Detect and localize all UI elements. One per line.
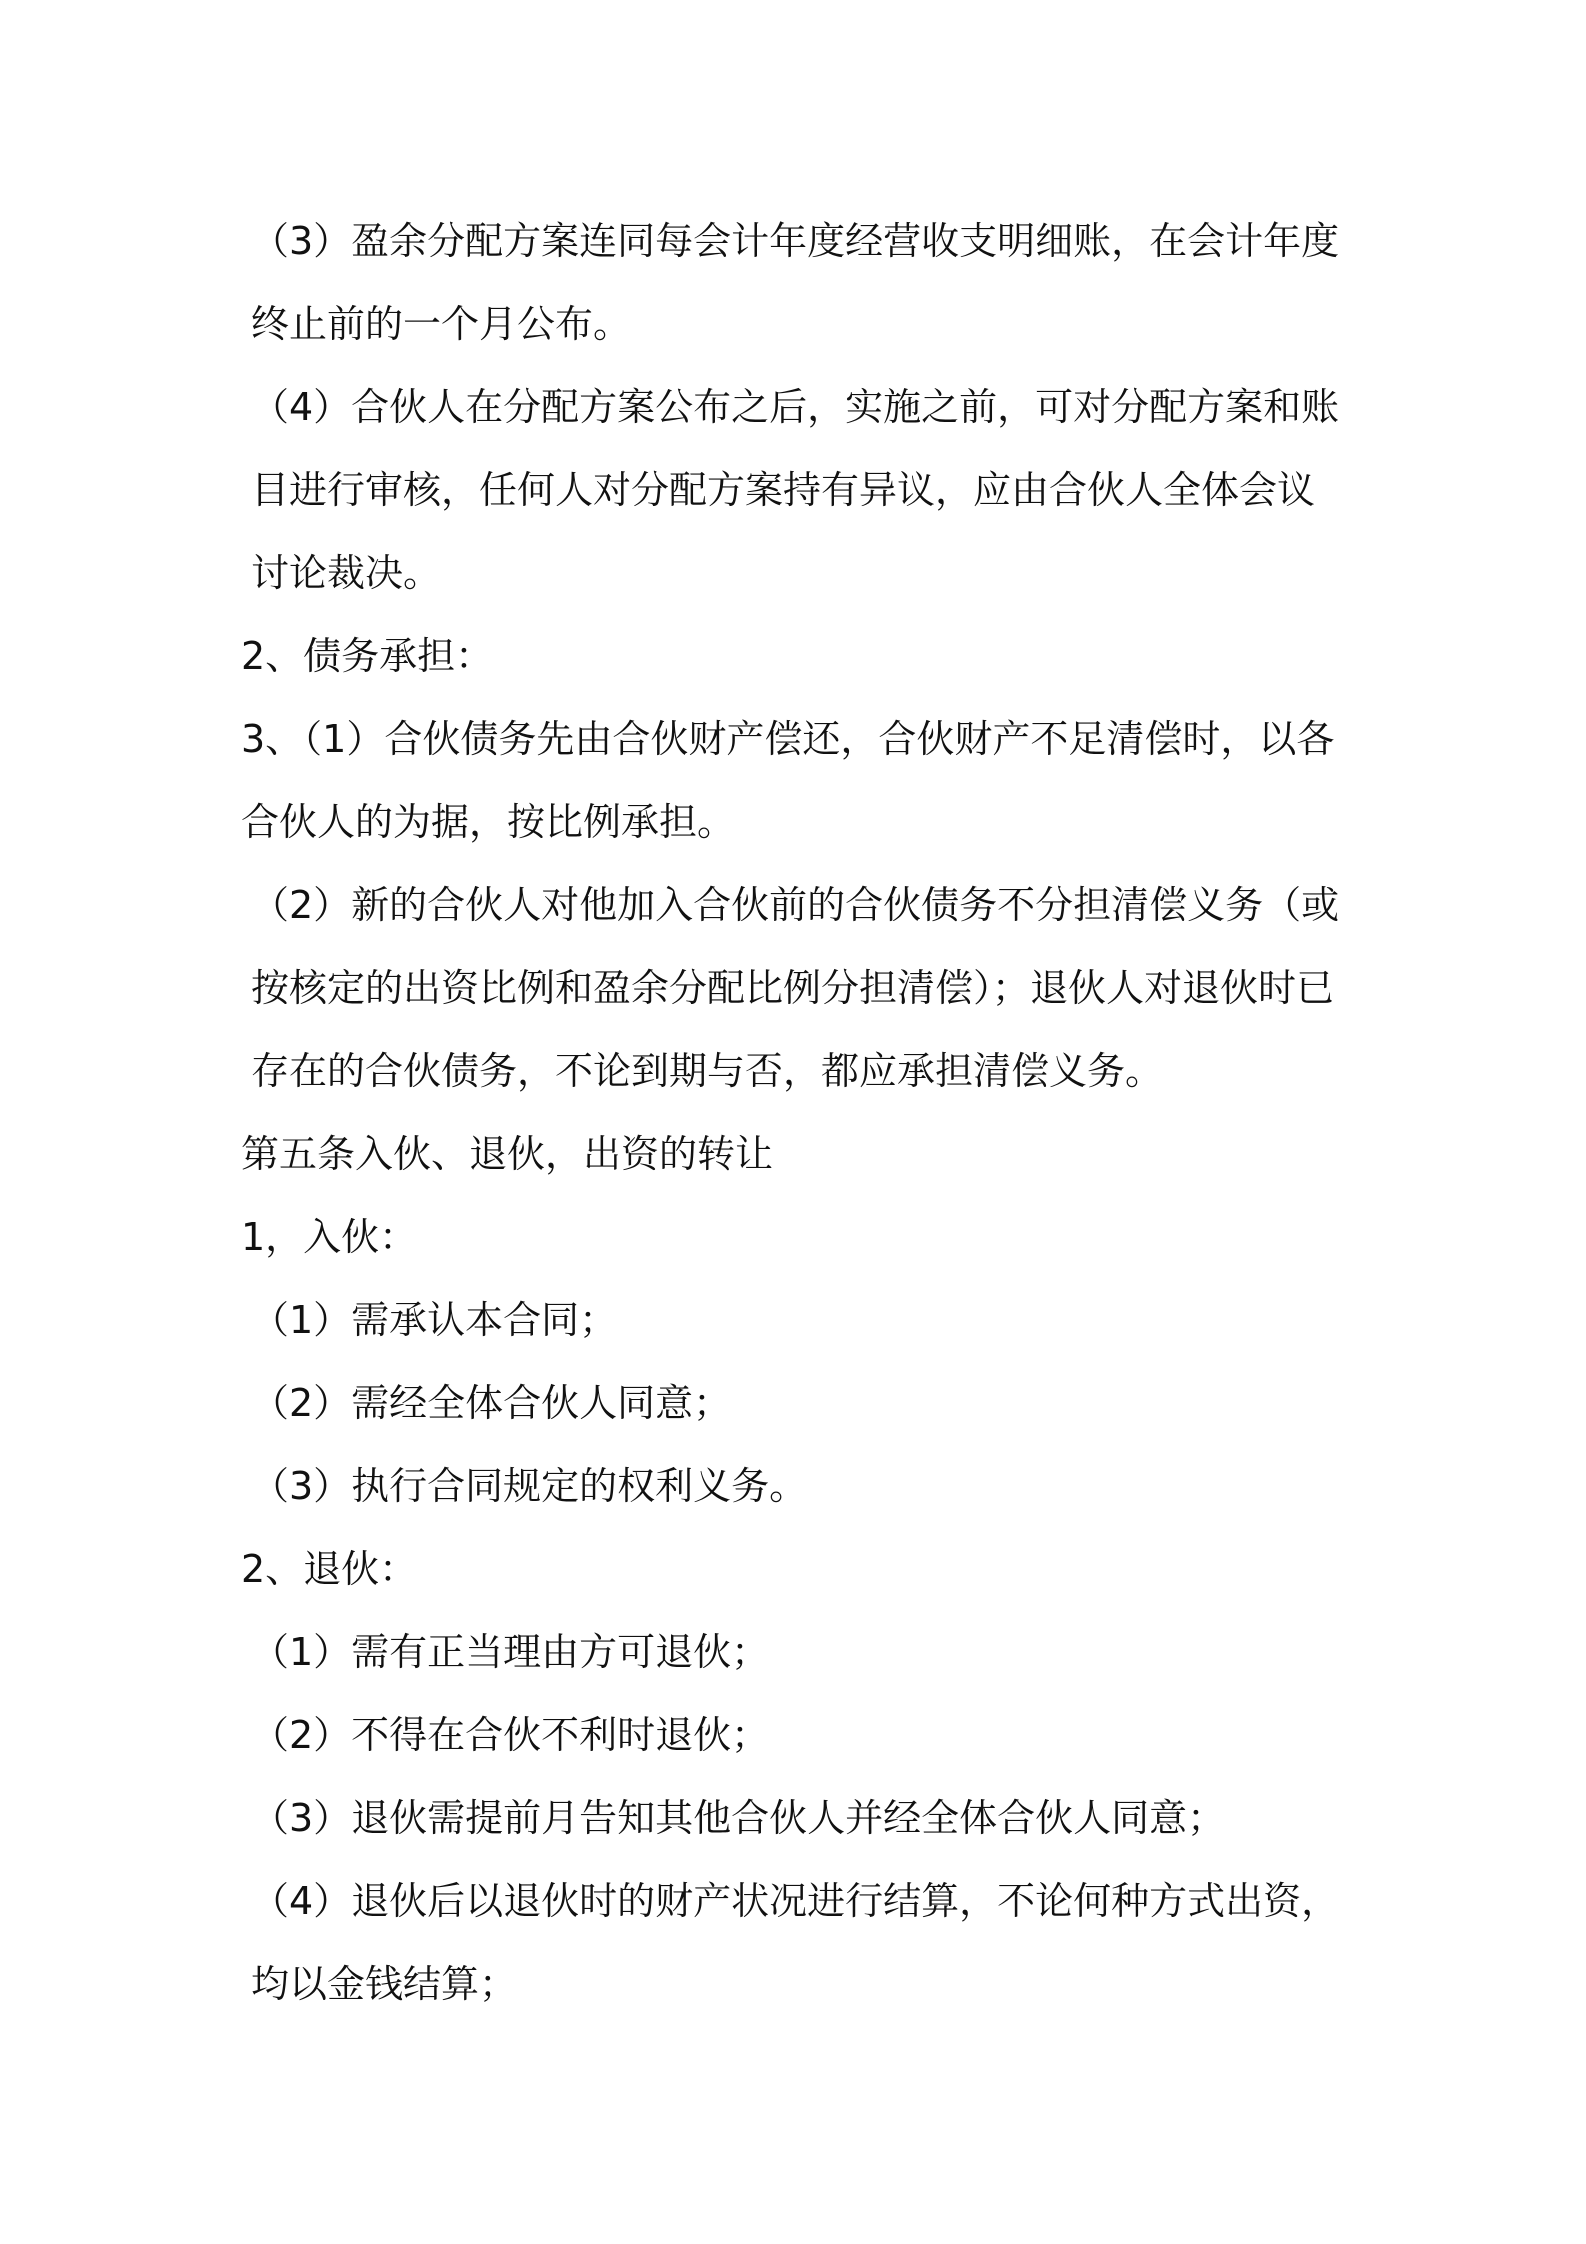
list-item-withdrawal-3: （3）退伙需提前月告知其他合伙人并经全体合伙人同意； (251, 1796, 1226, 1840)
heading-debt-bearing: 2、债务承担： (241, 634, 494, 678)
heading-withdrawal: 2、退伙： (241, 1547, 418, 1591)
list-item-withdrawal-4: （4）退伙后以退伙时的财产状况进行结算，不论何种方式出资，均以金钱结算； (251, 1879, 1340, 2006)
list-item-withdrawal-2: （2）不得在合伙不利时退伙； (251, 1713, 770, 1757)
paragraph-debt-repayment: 3、（1）合伙债务先由合伙财产偿还，合伙财产不足清偿时，以各合伙人的为据，按比例承担。 (241, 717, 1335, 844)
list-item-joining-1: （1）需承认本合同； (251, 1298, 618, 1342)
paragraph-plan-review: （4）合伙人在分配方案公布之后，实施之前，可对分配方案和账目进行审核，任何人对分配方案持有异议，应由合伙人全体会议讨论裁决。 (251, 385, 1340, 595)
paragraph-profit-plan-publication: （3）盈余分配方案连同每会计年度经营收支明细账，在会计年度终止前的一个月公布。 (251, 219, 1340, 346)
document-body (241, 200, 1351, 2026)
heading-article-five: 第五条入伙、退伙，出资的转让 (241, 1132, 774, 1176)
list-item-joining-2: （2）需经全体合伙人同意； (251, 1381, 732, 1425)
list-item-joining-3: （3）执行合同规定的权利义务。 (251, 1464, 808, 1508)
heading-joining: 1，入伙： (241, 1215, 418, 1259)
list-item-withdrawal-1: （1）需有正当理由方可退伙； (251, 1630, 770, 1674)
paragraph-new-partner-debt: （2）新的合伙人对他加入合伙前的合伙债务不分担清偿义务（或按核定的出资比例和盈余分配比例分担清偿）；退伙人对退伙时已存在的合伙债务，不论到期与否，都应承担清偿义务。 (251, 883, 1340, 1093)
